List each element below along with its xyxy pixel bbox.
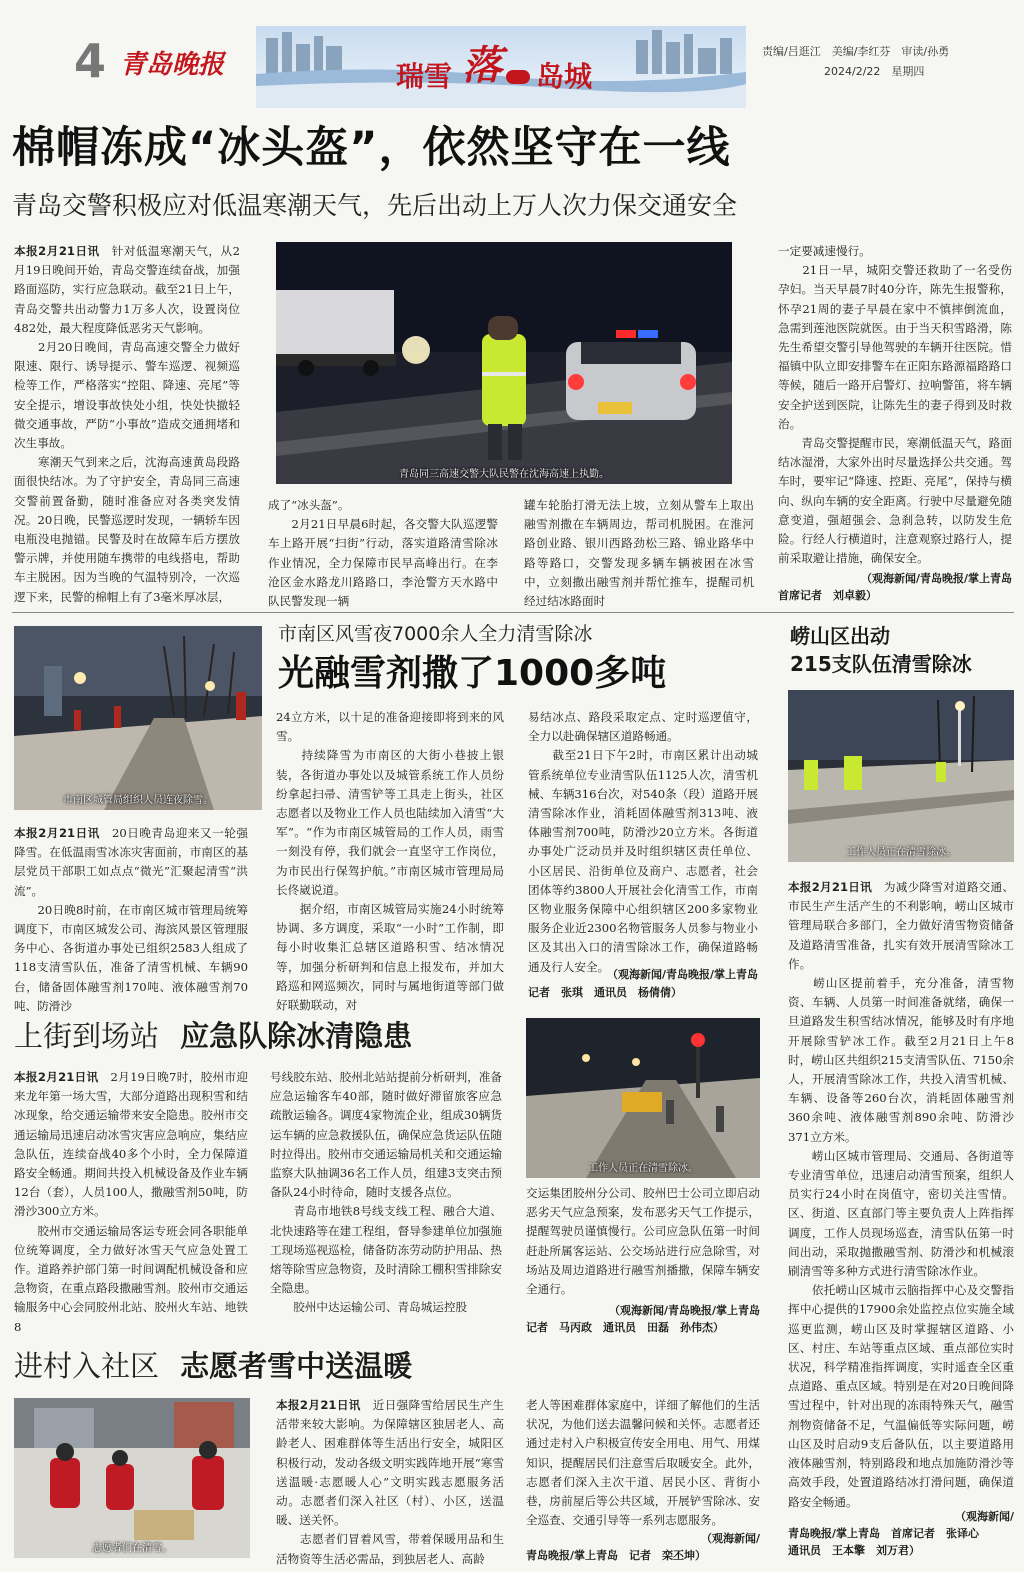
story1-col3 xyxy=(524,496,754,609)
story1-reporter: 首席记者 刘卓毅） xyxy=(778,589,877,602)
story2-kicker: 市南区风雪夜7000余人全力清雪除冰 xyxy=(278,623,593,645)
banner-title-3: 岛城 xyxy=(536,60,593,93)
story5-title-b: 志愿者雪中送温暖 xyxy=(180,1349,413,1383)
story5-credit-2: 青岛晚报/掌上青岛 记者 栾丕坤） xyxy=(526,1549,707,1562)
story2-dateline: 本报2月21日讯 xyxy=(14,826,100,840)
story2-col1-text: 20日晚青岛迎来又一轮强降雪。在低温雨雪冰冻灾害面前，市南区的基层党员干部职工如点点“微光”汇聚起清雪“洪流”。 20日晚8时前，在市南区城市管理局统筹调度下，市南区城发公司、海滨风景区管理服务中心、各街道办事处已组织2583人组成了118支清雪队伍，准备了清雪机械、车辆90台，储备固体融雪剂170吨、液体融雪剂70吨、防滑沙 xyxy=(14,826,248,1013)
story4-photo xyxy=(526,1018,760,1178)
story5-photo xyxy=(14,1398,250,1558)
story3-photo xyxy=(788,690,1014,862)
story1-col1 xyxy=(14,242,240,604)
story2-col3-text: 易结冰点、路段采取定点、定时巡逻值守，全力以赴确保辖区道路畅通。 截至21日下午2时，市南区累计出动城管系统单位专业清雪队伍1125人次，清雪机械、车辆316台次，对540条（段）道路开展清雪除冰作业，消耗固体融雪剂313吨、液体融雪剂700吨，防滑沙20立方米。各街道办事处广泛动员并及时组织辖区责任单位、小区居民、沿街单位及商户、志愿者，社会团体等约3800人开展社会化清雪工作，市南区物业服务保障中心组织辖区200多家物业服务企业近2300名物管服务人员参与物业小区及其出入口的清雪除冰工作，确保道路畅通及行人安全。 xyxy=(528,710,758,974)
snow-car-icon xyxy=(506,70,530,84)
story4-credit: （观海新闻/青岛晚报/掌上青岛 xyxy=(608,1304,760,1317)
story5-title xyxy=(14,1344,412,1388)
story2-reporter: 记者 张琪 通讯员 杨倩倩） xyxy=(528,986,682,999)
story5-col1 xyxy=(276,1396,504,1566)
story5-title-a: 进村入社区 xyxy=(14,1349,160,1383)
story4-title-b: 应急队除冰清隐患 xyxy=(180,1019,413,1053)
story4-col3 xyxy=(526,1184,760,1300)
story3-credit-2: 青岛晚报/掌上青岛 首席记者 张译心 xyxy=(788,1527,980,1540)
story2-col2-text: 24立方米，以十足的准备迎接即将到来的风雪。 持续降雪为市南区的大街小巷披上银装，各街道办事处以及城管系统工作人员纷纷拿起扫帚、清雪铲等工具走上街头，社区志愿者以及物业工作人员也陆续加入清雪“大军”。“作为市南区城管局的工作人员，雨雪一刻没有停，我们就会一直坚守工作岗位，为市民出行保驾护航。”市南区城市管理局局长佟崴说道。 据介绍，市南区城管局实施24小时统筹协调、多方调度，采取“一小时”工作制，即每小时收集汇总辖区道路积雪、结冰情况等，加强分析研判和信息上报发布，并加大路巡和网巡频次，同时与属地街道等部门做好联勤联动，对 xyxy=(276,710,504,1013)
story1-photo-caption: 青岛同三高速交警大队民警在沈海高速上执勤。 xyxy=(399,469,609,480)
story4-photo-caption: 工作人员正在清雪除冰。 xyxy=(588,1163,698,1174)
story5-col2-text: 老人等困难群体家庭中，详细了解他们的生活状况，为他们送去温馨问候和关怀。志愿者还通过走村入户积极宣传安全用电、用气、用煤知识，提醒居民们注意雪后取暖安全。此外，志愿者们深入主次干道、居民小区、背街小巷，房前屋后等公共区域，开展铲雪除冰、安全巡查、交通引导等一系列志愿服务。 xyxy=(526,1398,760,1528)
page-number: 4 xyxy=(74,34,107,88)
story1-dateline: 本报2月21日讯 xyxy=(14,244,100,258)
story3-title-1: 崂山区出动 xyxy=(790,624,890,648)
divider xyxy=(12,612,1014,613)
page-header xyxy=(0,0,1024,110)
story4-col3-text: 交运集团胶州分公司、胶州巴士公司立即启动恶劣天气应急预案，发布恶劣天气工作提示，提醒驾驶员谨慎慢行。公司应急队伍第一时间赶赴所属客运站、公交场站进行应急除雪，对场站及周边道路进行融雪剂播撒，保障车辆安全通行。 xyxy=(526,1186,760,1297)
story2-credit: （观海新闻/青岛晚报/掌上青岛 xyxy=(606,968,758,981)
story4-col1-text: 2月19日晚7时，胶州市迎来龙年第一场大雪，大部分道路出现积雪和结冰现象，给交通运输带来安全隐患。胶州市交通运输局迅速启动冰雪灾害应急响应，集结应急队伍，连续奋战40多个小时，全力保障道路安全畅通。期间共投入机械设备及作业车辆12台（套），人员100人，撒融雪剂50吨，防滑沙300立方米。 胶州市交通运输局客运专班会同各职能单位统筹调度，全力做好冰雪天气应急处置工作。道路养护部门第一时间调配机械设备和应急物资，在重点路段撒融雪剂。胶州市交通运输服务中心会同胶州北站、胶州火车站、地铁8 xyxy=(14,1070,248,1334)
story2-col2 xyxy=(276,708,504,1013)
story5-col1-text: 近日强降雪给居民生产生活带来较大影响。为保障辖区独居老人、高龄老人、困难群体等生活出行安全，城阳区积极行动，发动各级文明实践阵地开展“寒雪送温暖·志愿暖人心”文明实践志愿服务活动。志愿者们深入社区（村）、小区，送温暖、送关怀。 志愿者们冒着风雪，带着保暖用品和生活物资等生活必需品，到独居老人、高龄 xyxy=(276,1398,504,1566)
sub-headline: 青岛交警积极应对低温寒潮天气，先后出动上万人次力保交通安全 xyxy=(12,191,738,220)
story2-col3 xyxy=(528,708,758,974)
story4-col1 xyxy=(14,1068,248,1338)
story4-title-a: 上街到场站 xyxy=(14,1019,160,1053)
story4-col2-text: 号线胶东站、胶州北站站提前分析研判，准备应急运输客车40部，随时做好滞留旅客应急疏散运输各。调度4家物流企业，组成30辆货运车辆的应急救援队伍，确保应急货运队伍随时拉得出。胶州市交通运输局机关和交通运输监察大队抽调36名工作人员，组建3支突击预备队24小时待命，随时支援各点位。 青岛市地铁8号线支线工程、融合大道、北快速路等在建工程组，督导参建单位加强施工现场巡视巡检，储备防冻劳动防护用品、热熔等除雪应急物资，及时清除工棚积雪排除安全隐患。 胶州中达运输公司、青岛城运控股 xyxy=(270,1070,502,1315)
story3-reporter: 通讯员 王本擎 刘万君） xyxy=(788,1544,920,1557)
story5-dateline: 本报2月21日讯 xyxy=(276,1398,361,1412)
story3-title-2: 215支队伍清雪除冰 xyxy=(790,652,972,676)
story4-title xyxy=(14,1014,412,1058)
editor-credits: 责编/吕逛江 美编/李红芬 审读/孙勇 xyxy=(762,45,950,58)
story5-col2 xyxy=(526,1396,760,1530)
story5-photo-caption: 志愿者们在清雪。 xyxy=(92,1543,172,1554)
story2-title: 光融雪剂撒了1000多吨 xyxy=(278,653,667,694)
story1-col3-text: 罐车轮胎打滑无法上坡，立刻从警车上取出融雪剂撒在车辆周边，帮司机脱困。在淮河路创业路、银川西路劲松三路、锦业路华中路等路口，交警发现多辆车辆被困在冰雪中，立刻撒出融雪剂并帮忙推车，提醒司机经过结冰路面时 xyxy=(524,498,754,609)
banner-title-2: 落 xyxy=(462,42,502,89)
story4-col2 xyxy=(270,1068,502,1338)
story1-col4 xyxy=(778,242,1012,568)
story1-col2 xyxy=(268,496,498,609)
banner xyxy=(256,26,746,108)
story1-col2-text: 成了“冰头盔”。 2月21日早晨6时起，各交警大队巡逻警车上路开展“扫街”行动，落实道路清雪除冰作业情况，全力保障市民早高峰出行。在李沧区金水路龙川路路口，李沧警方天水路中队民警发现一辆 xyxy=(268,498,498,609)
story1-col1-text: 针对低温寒潮天气，从2月19日晚间开始，青岛交警连续奋战，加强路面巡防，实行应急联动。截至21日上午，青岛交警共出动警力1万多人次，设置岗位482处，最大程度降低恶劣天气影响。 2月20日晚间，青岛高速交警全力做好限速、限行、诱导提示、警车巡逻、视频巡检等工作，严格落实“控阻、降速、亮尾”等安全提示，增设事故快处小组，快处快撤轻微交通事故，严防“小事故”造成交通拥堵和次生事故。 寒潮天气到来之后，沈海高速黄岛段路面很快结冰。为了守护安全，青岛同三高速交警前置备勤，随时准备应对各类突发情况。20日晚，民警巡逻时发现，一辆轿车因电瓶没电抛锚。民警及时在故障车后方摆放警示牌，并使用随车携带的电线搭电，帮助车主脱困。因为当晚的气温特别冷，一次巡逻下来，民警的棉帽上有了3毫米厚冰层， xyxy=(14,244,240,604)
story3-photo-caption: 工作人员正在清雪除冰。 xyxy=(846,847,956,858)
issue-date: 2024/2/22 星期四 xyxy=(824,65,925,78)
story5-credit: （观海新闻/ xyxy=(700,1532,760,1545)
story2-photo xyxy=(14,626,262,810)
story1-col4-text: 一定要减速慢行。 21日一早，城阳交警还救助了一名受伤孕妇。当天早晨7时40分许，陈先生报警称，怀孕21周的妻子早晨在家中不慎摔倒流血，急需到莲池医院就医。由于当天积雪路滑，陈先生希望交警引导他驾驶的车辆开往医院。惜福镇中队立即安排警车在正阳东路源福路路口等候，随后一路开启警灯、拉响警笛，将车辆安全护送到医院，让陈先生的妻子得到及时救治。 青岛交警提醒市民，寒潮低温天气，路面结冰湿滑，大家外出时尽量选择公共交通。驾车时，要牢记“降速、控距、亮尾”，保持与横向、纵向车辆的安全距离。行驶中尽量避免随意变道，强超强会、急刹急转，以防发生危险。行经人行横道时，注意观察过路行人，提前采取避让措施，确保安全。 xyxy=(778,244,1012,566)
story3-body xyxy=(788,878,1014,1526)
story4-reporter: 记者 马丙政 通讯员 田磊 孙伟杰） xyxy=(526,1321,724,1334)
story1-credit: （观海新闻/青岛晚报/掌上青岛 xyxy=(860,572,1012,585)
paper-name: 青岛晚报 xyxy=(120,50,225,80)
story2-col1 xyxy=(14,824,248,1013)
story1-photo xyxy=(276,242,732,484)
story3-dateline: 本报2月21日讯 xyxy=(788,880,872,894)
story3-text: 为减少降雪对道路交通、市民生产生活产生的不利影响，崂山区城市管理局联合多部门，全力做好清雪物资储备及道路清雪准备，扎实有效开展清雪除冰工作。 崂山区提前着手，充分准备，清雪物资、车辆、人员第一时间准备就绪，确保一旦道路发生积雪结冰情况，能够及时有序地开展除雪铲冰工作。截至2月21日上午8时，崂山区共组织215支清雪队伍、7150余人，开展清雪除冰工作，共投入清雪机械、车辆、设备等260台次，消耗固体融雪剂360余吨、液体融雪剂890余吨、防滑沙371立方米。 崂山区城市管理局、交通局、各街道等专业清雪单位，迅速启动清雪预案，组织人员实行24小时在岗值守，密切关注雪情。区、街道、区直部门等主要负责人上阵指挥调度，工作人员现场巡查，清雪队伍第一时间出动，采取抛撒融雪剂、防滑沙和机械滚刷清雪等多种方式进行清雪除冰作业。 依托崂山区城市云脑指挥中心及交警指挥中心提供的17900余处监控点位实施全域巡更监测，崂山区及时掌握辖区道路、小区、村庄、车站等重点区域、重点部位实时状况，科学精准指挥调度，实时遥查全区重点道路、重点区域。特别是在对20日晚间降雪过程中，针对出现的冻雨特殊天气，融雪剂物资储备不足，气温偏低等实际问题，崂山区及时启动9支后备队伍，以主要道路用液体融雪剂，特别路段和地点加施防滑沙等高效手段，处置道路结冰打滑问题，确保道路安全畅通。 xyxy=(788,880,1014,1509)
main-headline: 棉帽冻成“冰头盔”，依然坚守在一线 xyxy=(12,123,731,173)
banner-title xyxy=(396,42,656,104)
banner-title-1: 瑞雪 xyxy=(396,60,453,93)
story2-photo-caption: 市南区城管局组织人员连夜除雪。 xyxy=(63,795,213,806)
story3-credit: （观海新闻/ xyxy=(954,1510,1014,1523)
story4-dateline: 本报2月21日讯 xyxy=(14,1070,99,1084)
